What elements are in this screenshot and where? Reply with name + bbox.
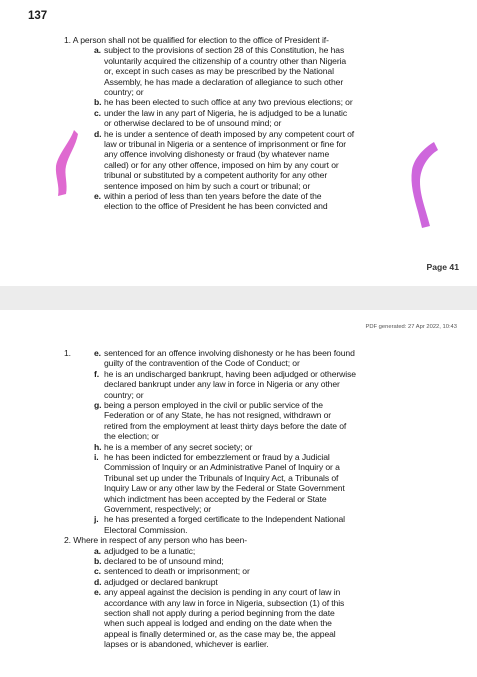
- list-item-text: accordance with any law in force in Nigeria, subsection (1) of this: [104, 597, 345, 608]
- list-item-text: any offence involving dishonesty or fraud (by whatever name: [104, 149, 330, 160]
- list-item-text: adjudged to be a lunatic;: [104, 545, 196, 556]
- list-item-text: or otherwise declared to be of unsound mind; or: [104, 118, 282, 129]
- list-item-label: e.: [94, 587, 101, 598]
- list-item-label: d.: [94, 128, 102, 139]
- list-item-text: any appeal against the decision is pending in any court of law in: [104, 587, 341, 598]
- list-item-text: election to the office of President he has been convicted and: [104, 201, 328, 212]
- list-item-label: e.: [94, 191, 101, 201]
- list-item-text: Tribunal set up under the Tribunals of Inquiry Act, a Tribunals of: [104, 472, 339, 483]
- list-item-label: a.: [94, 545, 101, 556]
- list-item-text: declared bankrupt under any law in force in Nigeria or any other: [104, 379, 340, 390]
- list-item-label: h.: [94, 441, 102, 452]
- document-page-top: [0, 0, 477, 286]
- page-footer: Page 41: [426, 262, 459, 272]
- highlighter-stroke-left: [50, 128, 80, 198]
- list-item-text: within a period of less than ten years before the date of the: [104, 191, 322, 201]
- list-item-text: retired from the employment at least thirty days before the date of: [104, 420, 347, 431]
- list-item-label: j.: [94, 514, 99, 525]
- list-item-label: d.: [94, 576, 102, 587]
- highlighter-stroke-right: [404, 140, 440, 230]
- list-item-text: voluntarily acquired the citizenship of a country other than Nigeria: [104, 55, 347, 66]
- list-item-text: called) or for any other offence, imposed on him by any court or: [104, 159, 339, 170]
- list-item-text: sentenced for an offence involving dishonesty or he has been found: [104, 348, 355, 358]
- list-item-text: Electoral Commission.: [104, 524, 188, 535]
- list-item-text: the election; or: [104, 431, 159, 442]
- list-item-text: he is a member of any secret society; or: [104, 441, 253, 452]
- list-item-text: Inquiry Law or any other law by the Federal or State Government: [104, 483, 345, 494]
- list-item-text: adjudged or declared bankrupt: [104, 576, 218, 587]
- list-item-label: b.: [94, 556, 102, 566]
- list-item-text: sentence imposed on him by such a court or tribunal; or: [104, 180, 311, 191]
- list-item-text: declared to be of unsound mind;: [104, 556, 224, 566]
- list-item-text: he is an undischarged bankrupt, having been adjudged or otherwise: [104, 368, 356, 379]
- list-item-label: c.: [94, 566, 101, 577]
- list-item-text: tribunal or substituted by a competent authority for any other: [104, 170, 328, 181]
- list-item-text: subject to the provisions of section 28 of this Constitution, he has: [104, 45, 345, 56]
- list-item-text: being a person employed in the civil or public service of the: [104, 400, 323, 410]
- list-item-text: country; or: [104, 87, 144, 97]
- section-number: 1.: [64, 348, 71, 358]
- list-item-text: Government, respectively; or: [104, 504, 212, 514]
- section-intro: 1. A person shall not be qualified for election to the office of President if-: [64, 35, 329, 45]
- list-item-label: e.: [94, 348, 101, 358]
- list-item-label: f.: [94, 368, 100, 379]
- list-item-text: he has been indicted for embezzlement or fraud by a Judicial: [104, 452, 330, 462]
- list-item-text: lapses or is abandoned, whichever is earlier.: [104, 639, 269, 650]
- list-item-text: or, except in such cases as may be prescribed by the National: [104, 66, 334, 77]
- list-item-label: c.: [94, 107, 101, 118]
- list-item-text: Federation or of any State, he has not resigned, withdrawn or: [104, 410, 332, 421]
- list-item-text: law or tribunal in Nigeria or a sentence of imprisonment or fine for: [104, 139, 347, 149]
- list-item-text: guilty of the contravention of the Code of Conduct; or: [104, 358, 300, 369]
- list-item-text: section shall not apply during a period beginning from the date: [104, 608, 335, 618]
- pdf-generated-stamp: PDF generated: 27 Apr 2022, 10:43: [365, 324, 457, 330]
- list-item-text: Commission of Inquiry or an Administrative Panel of Inquiry or a: [104, 462, 340, 473]
- list-item-text: when such appeal is lodged and ending on the date when the: [104, 618, 332, 629]
- list-item-label: b.: [94, 97, 102, 108]
- list-item-text: which indictment has been accepted by the Federal or State: [104, 493, 327, 504]
- list-item-label: g.: [94, 400, 102, 410]
- list-item-text: appeal is finally determined or, as the case may be, the appeal: [104, 628, 336, 639]
- list-item-text: he is under a sentence of death imposed by any competent court of: [104, 128, 355, 139]
- document-page-bottom: [0, 310, 477, 677]
- page-separator: [0, 286, 477, 310]
- page-number: 137: [28, 10, 48, 22]
- list-item-text: he has been elected to such office at any two previous elections; or: [104, 97, 353, 108]
- list-item-text: he has presented a forged certificate to the Independent National: [104, 514, 345, 525]
- list-item-label: i.: [94, 452, 99, 462]
- list-item-text: under the law in any part of Nigeria, he is adjudged to be a lunatic: [104, 107, 348, 118]
- list-item-text: country; or: [104, 389, 144, 400]
- list-item-text: Assembly, he has made a declaration of allegiance to such other: [104, 76, 344, 87]
- list-item-label: a.: [94, 45, 101, 56]
- section-2-intro: 2. Where in respect of any person who has been-: [64, 535, 248, 546]
- list-item-text: sentenced to death or imprisonment; or: [104, 566, 250, 577]
